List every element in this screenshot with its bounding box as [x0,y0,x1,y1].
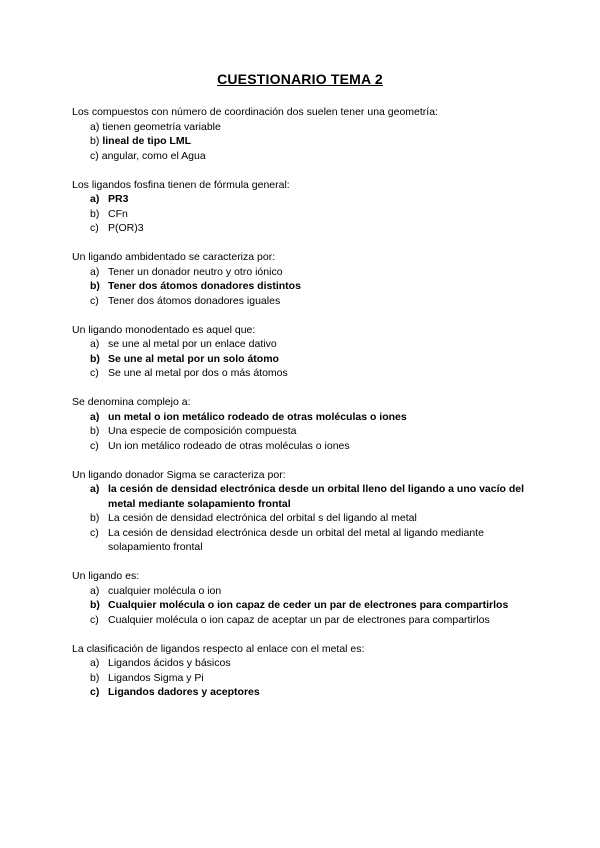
option-text: Tener un donador neutro y otro iónico [108,265,283,278]
question-text: Se denomina complejo a: [72,396,191,408]
question-7 [72,569,542,627]
option-a [90,192,542,207]
option-label: a) [90,338,100,350]
option-label: c) [90,294,99,307]
option-b [90,134,542,149]
option-label: c) [90,526,99,539]
question-text: La clasificación de ligandos respecto al enlace con el metal es: [72,642,365,655]
question-1 [72,105,542,163]
option-b [90,598,542,613]
option-b [90,671,542,686]
option-text-correct: Tener dos átomos donadores distintos [108,280,301,292]
option-text: La cesión de densidad electrónica desde un orbital del metal al ligando mediante solapamiento frontal [108,526,484,553]
option-text: tienen geometría variable [102,120,221,133]
option-a [90,265,542,280]
option-label: c) [90,439,99,452]
option-text: La cesión de densidad electrónica del orbital s del ligando al metal [108,512,417,524]
option-text: angular, como el Agua [101,149,206,162]
option-text-correct: Ligandos dadores y aceptores [108,686,260,698]
option-text-correct: lineal de tipo LML [102,135,192,147]
option-c [90,366,542,381]
option-label: a) [90,657,100,669]
question-5 [72,395,542,453]
question-text: Los ligandos fosfina tienen de fórmula general: [72,178,290,191]
option-label: a) [90,584,100,597]
question-text: Los compuestos con número de coordinación dos suelen tener una geometría: [72,106,438,118]
question-2 [72,178,542,236]
question-text: Un ligando es: [72,570,140,582]
option-b [90,352,542,367]
option-label: b) [90,352,100,365]
option-text-correct: Se une al metal por un solo átomo [108,352,279,365]
option-label: c) [90,367,99,379]
option-label: b) [90,280,100,292]
option-text: Ligandos ácidos y básicos [108,657,231,669]
option-a [90,482,542,511]
option-c [90,613,542,628]
option-label: b) [90,512,100,524]
option-text: Ligandos Sigma y Pi [108,671,204,684]
option-text-correct: un metal o ion metálico rodeado de otras moléculas o iones [108,410,407,423]
option-b [90,207,542,222]
question-text: Un ligando donador Sigma se caracteriza por: [72,468,286,481]
option-label: a) [90,120,100,133]
option-a [90,337,542,352]
option-b [90,424,542,439]
option-text: Un ion metálico rodeado de otras moléculas o iones [108,439,350,452]
option-label: a) [90,193,100,205]
option-a [90,584,542,599]
question-4 [72,323,542,381]
option-text: Se une al metal por dos o más átomos [108,367,288,379]
option-c [90,685,542,700]
option-b [90,511,542,526]
option-label: b) [90,135,100,147]
option-label: c) [90,686,100,698]
option-label: b) [90,599,100,611]
option-c [90,149,542,164]
option-text-correct: la cesión de densidad electrónica desde un orbital lleno del ligando a uno vacío del metal mediante solapamiento frontal [108,483,525,510]
question-text: Un ligando monodentado es aquel que: [72,323,256,336]
option-label: a) [90,410,100,423]
option-a [90,120,542,135]
option-label: c) [90,149,99,162]
question-3 [72,250,542,308]
option-text: Tener dos átomos donadores iguales [108,294,281,307]
option-text-correct: PR3 [108,193,129,205]
questions-list [72,105,542,714]
option-a [90,410,542,425]
option-a [90,656,542,671]
option-text: Cualquier molécula o ion capaz de aceptar un par de electrones para compartirlos [108,613,490,626]
option-text-correct: Cualquier molécula o ion capaz de ceder un par de electrones para compartirlos [108,599,509,611]
question-6 [72,468,542,555]
option-text: se une al metal por un enlace dativo [108,338,277,350]
option-label: b) [90,671,100,684]
option-label: a) [90,483,100,495]
option-text: CFn [108,207,128,220]
option-label: b) [90,425,100,437]
option-label: c) [90,222,99,234]
question-8 [72,642,542,700]
option-text: P(OR)3 [108,222,144,234]
document-title: CUESTIONARIO TEMA 2 [217,71,383,87]
option-c [90,294,542,309]
option-c [90,221,542,236]
question-text: Un ligando ambidentado se caracteriza por: [72,251,276,263]
option-c [90,439,542,454]
option-label: b) [90,207,100,220]
option-b [90,279,542,294]
option-text: Una especie de composición compuesta [108,425,297,437]
option-label: c) [90,613,99,626]
option-label: a) [90,265,100,278]
option-text: cualquier molécula o ion [108,584,222,597]
option-c [90,526,542,555]
